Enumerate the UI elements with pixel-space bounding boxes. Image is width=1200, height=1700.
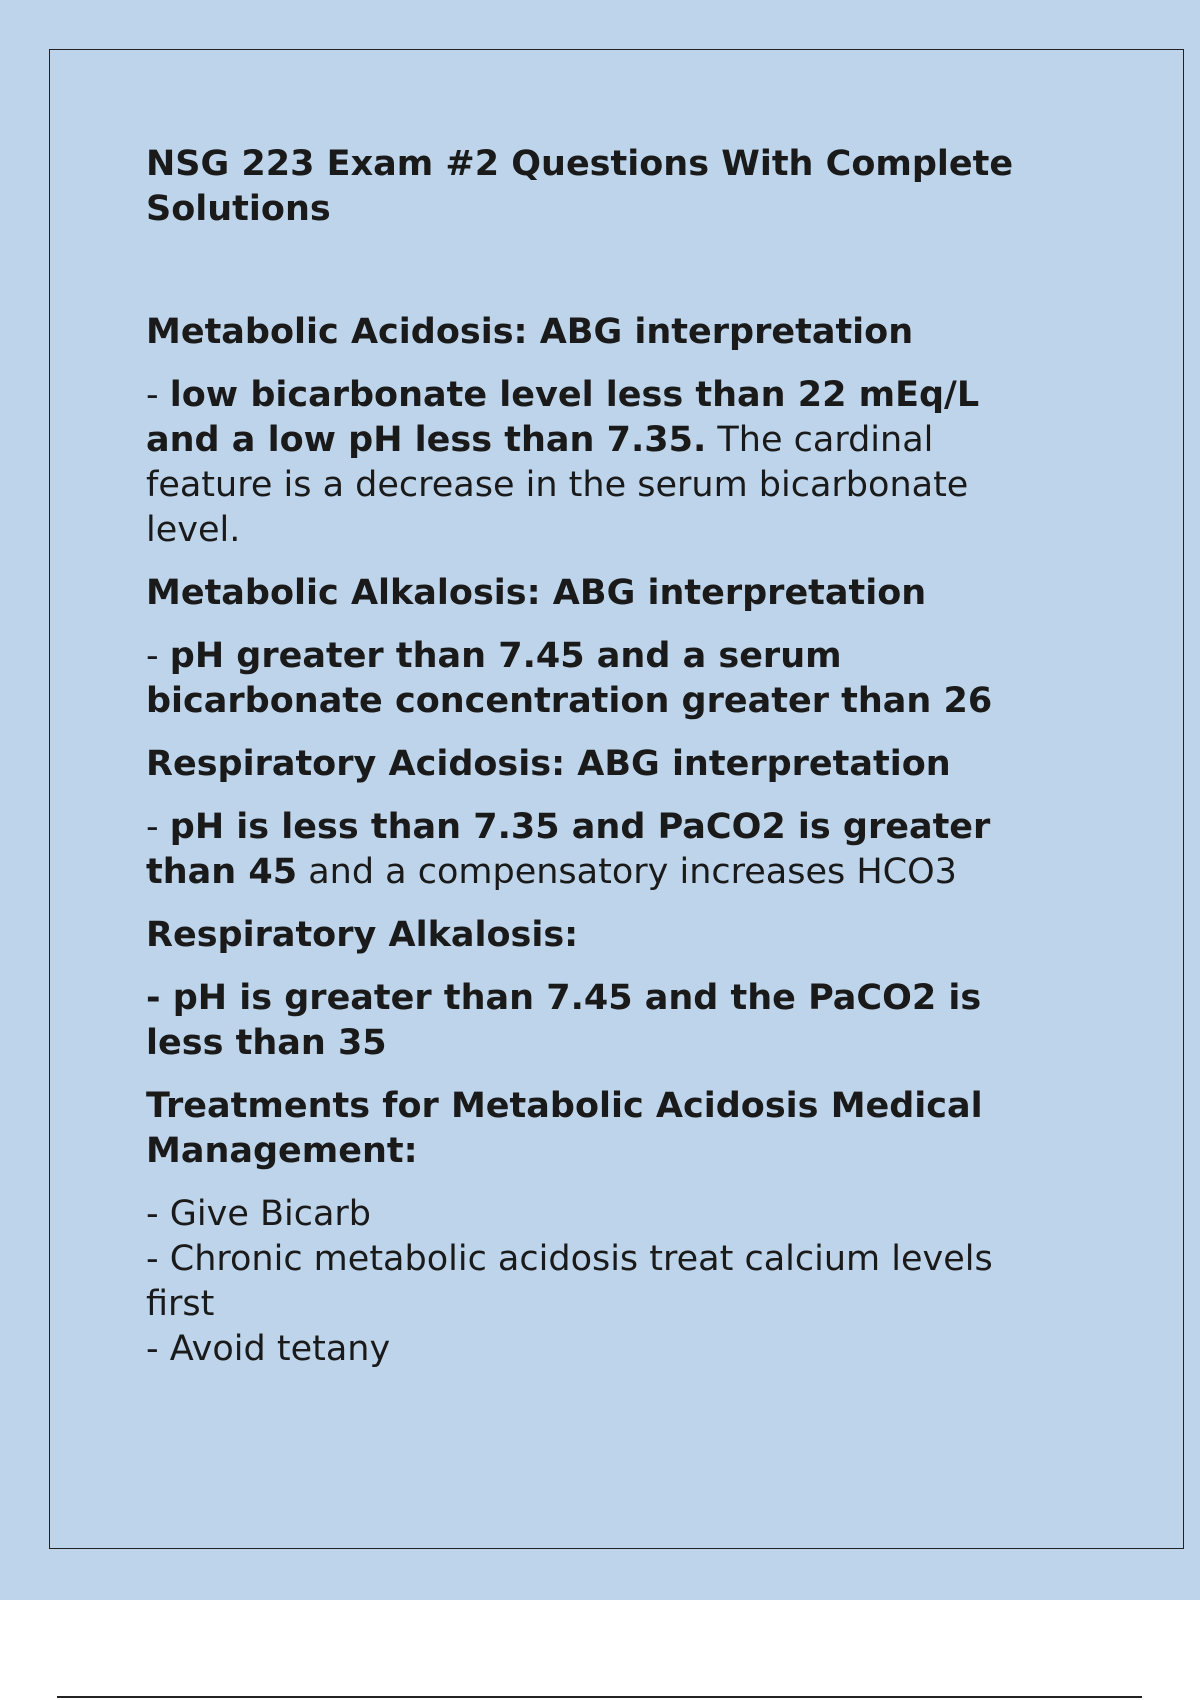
answer-respiratory-acidosis (146, 805, 1046, 895)
answer-bold-text: low bicarbonate level less than 22 mEq/L and a low pH less than 7.35. (146, 375, 980, 460)
answer-prefix: - (146, 636, 170, 676)
treatment-line: - Chronic metabolic acidosis treat calcium levels first (146, 1239, 993, 1324)
question-respiratory-alkalosis: Respiratory Alkalosis: (146, 915, 579, 955)
question-metabolic-alkalosis: Metabolic Alkalosis: ABG interpretation (146, 573, 927, 613)
document-body (146, 142, 1046, 1390)
treatment-line: - Give Bicarb (146, 1194, 372, 1234)
treatment-line: - Avoid tetany (146, 1329, 391, 1369)
answer-bold-text: pH greater than 7.45 and a serum bicarbonate concentration greater than 26 (146, 636, 993, 721)
question-metabolic-acidosis-treatment: Treatments for Metabolic Acidosis Medical Management: (146, 1086, 983, 1171)
answer-bold-text: pH is less than 7.35 and PaCO2 is greater than 45 (146, 807, 991, 892)
answer-prefix: - (146, 807, 170, 847)
footer-divider (57, 1696, 1142, 1698)
answer-rest-text: The cardinal feature is a decrease in the serum bicarbonate level. (146, 420, 969, 550)
answer-rest-text: and a compensatory increases HCO3 (297, 852, 957, 892)
answer-prefix: - (146, 375, 170, 415)
answer-metabolic-alkalosis (146, 634, 1046, 724)
answer-metabolic-acidosis (146, 373, 1046, 553)
document-title: NSG 223 Exam #2 Questions With Complete Solutions (146, 144, 1014, 229)
answer-respiratory-alkalosis (146, 976, 1046, 1066)
question-metabolic-acidosis: Metabolic Acidosis: ABG interpretation (146, 312, 914, 352)
answer-bold-text: - pH is greater than 7.45 and the PaCO2 is less than 35 (146, 978, 982, 1063)
question-respiratory-acidosis: Respiratory Acidosis: ABG interpretation (146, 744, 951, 784)
answer-metabolic-acidosis-treatment (146, 1192, 1046, 1372)
